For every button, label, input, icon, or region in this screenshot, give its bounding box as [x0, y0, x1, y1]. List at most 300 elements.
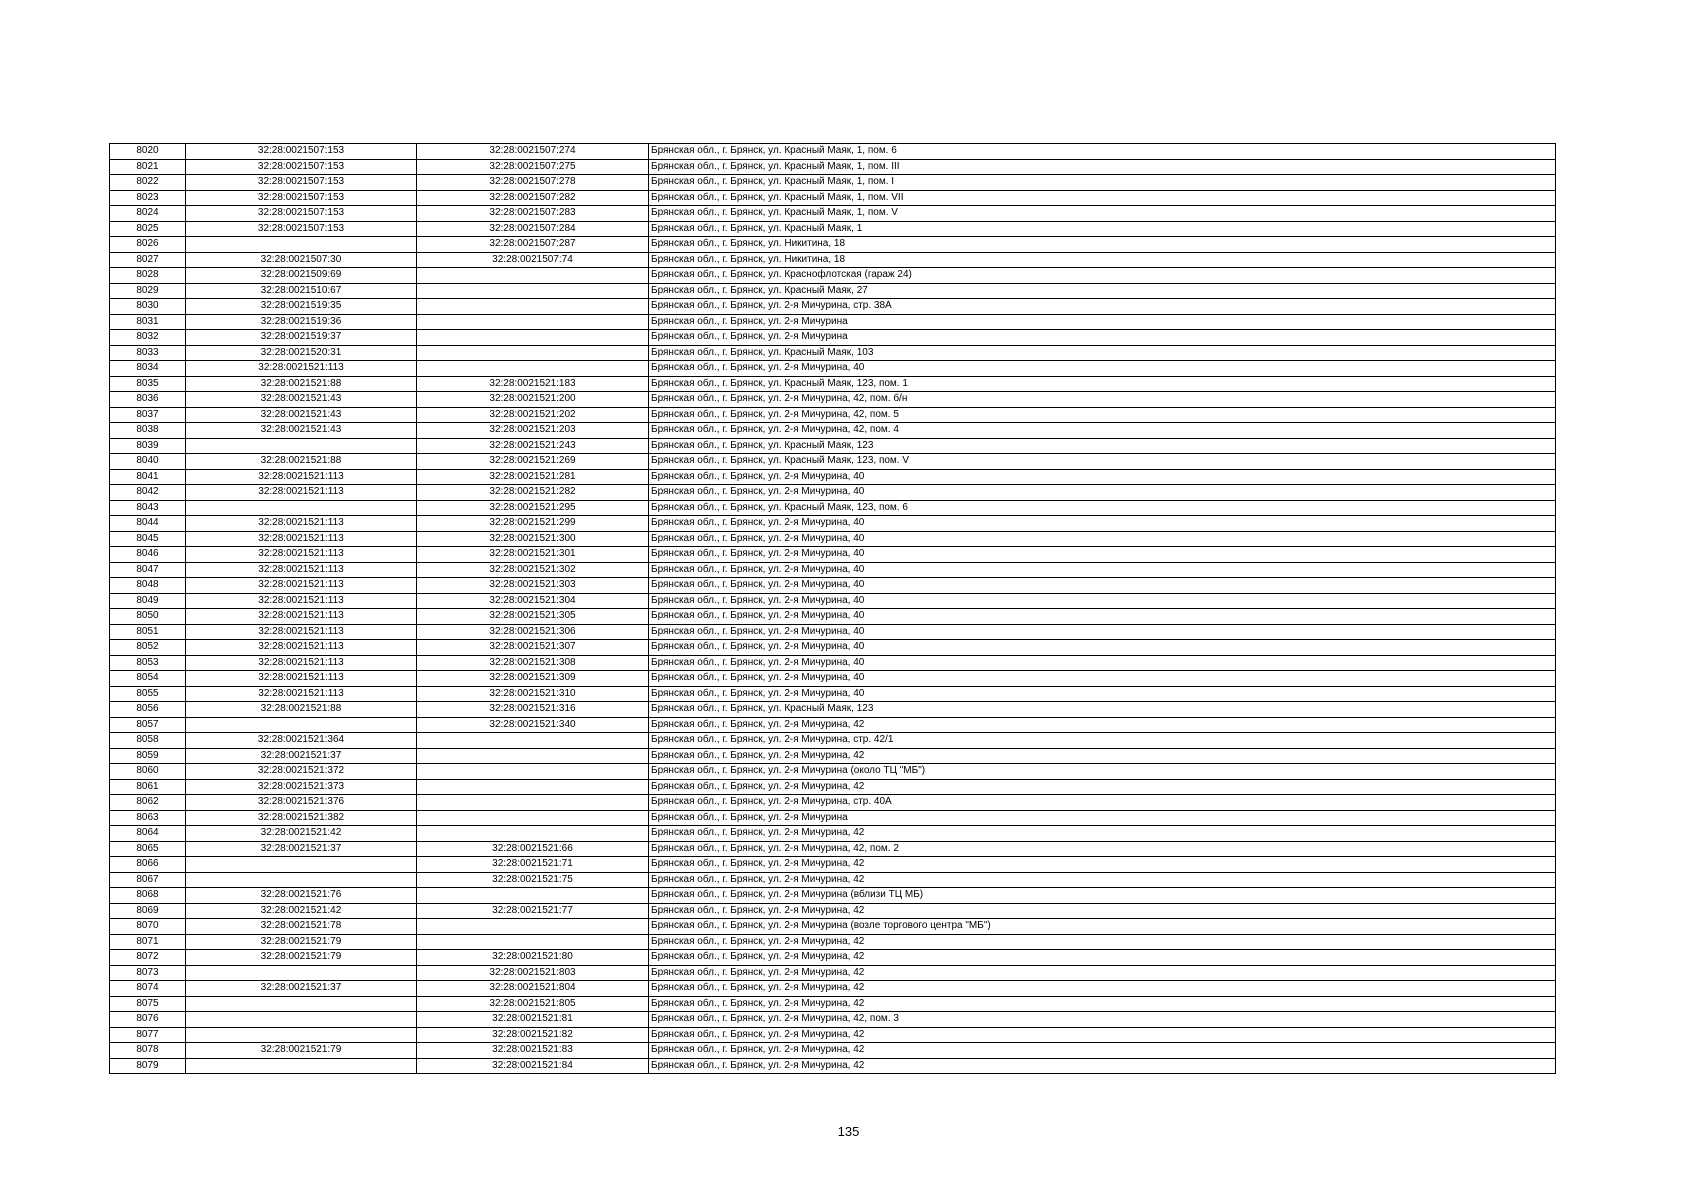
table-row: [110, 826, 1556, 842]
parent-cadastral-number-cell: 32:28:0021521:113: [186, 686, 417, 702]
table-row: [110, 795, 1556, 811]
parent-cadastral-number-cell: 32:28:0021521:372: [186, 764, 417, 780]
parent-cadastral-number-cell: 32:28:0021521:79: [186, 950, 417, 966]
cadastral-number-cell: 32:28:0021521:243: [417, 438, 649, 454]
table-row: [110, 919, 1556, 935]
table-row: [110, 190, 1556, 206]
row-number-cell: 8061: [110, 779, 186, 795]
parent-cadastral-number-cell: 32:28:0021521:78: [186, 919, 417, 935]
cadastral-number-cell: 32:28:0021521:203: [417, 423, 649, 439]
table-row: [110, 624, 1556, 640]
cadastral-number-cell: [417, 764, 649, 780]
table-row: [110, 764, 1556, 780]
parent-cadastral-number-cell: [186, 438, 417, 454]
row-number-cell: 8042: [110, 485, 186, 501]
row-number-cell: 8062: [110, 795, 186, 811]
row-number-cell: 8021: [110, 159, 186, 175]
address-cell: Брянская обл., г. Брянск, ул. 2-я Мичурина, 40: [649, 578, 1556, 594]
row-number-cell: 8050: [110, 609, 186, 625]
table-row: [110, 423, 1556, 439]
address-cell: Брянская обл., г. Брянск, ул. 2-я Мичурина: [649, 330, 1556, 346]
cadastral-number-cell: 32:28:0021521:183: [417, 376, 649, 392]
row-number-cell: 8022: [110, 175, 186, 191]
parent-cadastral-number-cell: 32:28:0021521:113: [186, 578, 417, 594]
cadastral-number-cell: [417, 268, 649, 284]
parent-cadastral-number-cell: 32:28:0021521:113: [186, 609, 417, 625]
table-row: [110, 144, 1556, 160]
address-cell: Брянская обл., г. Брянск, ул. 2-я Мичурина, стр. 38А: [649, 299, 1556, 315]
parent-cadastral-number-cell: 32:28:0021521:113: [186, 671, 417, 687]
table-row: [110, 1027, 1556, 1043]
parent-cadastral-number-cell: 32:28:0021507:153: [186, 175, 417, 191]
parent-cadastral-number-cell: 32:28:0021519:37: [186, 330, 417, 346]
row-number-cell: 8055: [110, 686, 186, 702]
cadastral-number-cell: [417, 888, 649, 904]
address-cell: Брянская обл., г. Брянск, ул. 2-я Мичурина, 40: [649, 485, 1556, 501]
table-row: [110, 438, 1556, 454]
parent-cadastral-number-cell: [186, 996, 417, 1012]
cadastral-number-cell: [417, 748, 649, 764]
address-cell: Брянская обл., г. Брянск, ул. Красный Маяк, 123, пом. V: [649, 454, 1556, 470]
row-number-cell: 8064: [110, 826, 186, 842]
row-number-cell: 8043: [110, 500, 186, 516]
cadastral-number-cell: 32:28:0021521:304: [417, 593, 649, 609]
cadastral-number-cell: 32:28:0021521:75: [417, 872, 649, 888]
table-row: [110, 981, 1556, 997]
address-cell: Брянская обл., г. Брянск, ул. 2-я Мичурина, 42, пом. 5: [649, 407, 1556, 423]
cadastral-number-cell: 32:28:0021521:77: [417, 903, 649, 919]
table-row: [110, 469, 1556, 485]
row-number-cell: 8069: [110, 903, 186, 919]
row-number-cell: 8026: [110, 237, 186, 253]
address-cell: Брянская обл., г. Брянск, ул. 2-я Мичурина, 40: [649, 562, 1556, 578]
parent-cadastral-number-cell: 32:28:0021521:376: [186, 795, 417, 811]
cadastral-number-cell: 32:28:0021521:805: [417, 996, 649, 1012]
cadastral-number-cell: [417, 314, 649, 330]
address-cell: Брянская обл., г. Брянск, ул. 2-я Мичурина, 42, пом. 4: [649, 423, 1556, 439]
row-number-cell: 8068: [110, 888, 186, 904]
row-number-cell: 8070: [110, 919, 186, 935]
address-cell: Брянская обл., г. Брянск, ул. 2-я Мичурина, 42: [649, 981, 1556, 997]
address-cell: Брянская обл., г. Брянск, ул. 2-я Мичурина, 42: [649, 779, 1556, 795]
table-row: [110, 159, 1556, 175]
row-number-cell: 8056: [110, 702, 186, 718]
table-row: [110, 671, 1556, 687]
table-row: [110, 268, 1556, 284]
parent-cadastral-number-cell: [186, 237, 417, 253]
parent-cadastral-number-cell: 32:28:0021519:35: [186, 299, 417, 315]
row-number-cell: 8079: [110, 1058, 186, 1074]
parent-cadastral-number-cell: 32:28:0021521:76: [186, 888, 417, 904]
parent-cadastral-number-cell: 32:28:0021521:113: [186, 593, 417, 609]
table-row: [110, 516, 1556, 532]
table-row: [110, 996, 1556, 1012]
parent-cadastral-number-cell: 32:28:0021521:37: [186, 748, 417, 764]
row-number-cell: 8059: [110, 748, 186, 764]
cadastral-number-cell: 32:28:0021507:282: [417, 190, 649, 206]
parent-cadastral-number-cell: 32:28:0021507:153: [186, 190, 417, 206]
cadastral-number-cell: 32:28:0021521:82: [417, 1027, 649, 1043]
row-number-cell: 8063: [110, 810, 186, 826]
row-number-cell: 8046: [110, 547, 186, 563]
cadastral-number-cell: 32:28:0021507:278: [417, 175, 649, 191]
parent-cadastral-number-cell: 32:28:0021519:36: [186, 314, 417, 330]
parent-cadastral-number-cell: 32:28:0021521:113: [186, 547, 417, 563]
table-row: [110, 175, 1556, 191]
cadastral-number-cell: 32:28:0021507:283: [417, 206, 649, 222]
cadastral-number-cell: [417, 934, 649, 950]
table-row: [110, 392, 1556, 408]
address-cell: Брянская обл., г. Брянск, ул. 2-я Мичурина (около ТЦ "МБ"): [649, 764, 1556, 780]
parent-cadastral-number-cell: 32:28:0021521:113: [186, 516, 417, 532]
cadastral-number-cell: 32:28:0021521:299: [417, 516, 649, 532]
address-cell: Брянская обл., г. Брянск, ул. 2-я Мичурина, 40: [649, 547, 1556, 563]
address-cell: Брянская обл., г. Брянск, ул. 2-я Мичурина, 42, пом. 2: [649, 841, 1556, 857]
row-number-cell: 8053: [110, 655, 186, 671]
cadastral-number-cell: 32:28:0021507:274: [417, 144, 649, 160]
address-cell: Брянская обл., г. Брянск, ул. 2-я Мичурина, стр. 40А: [649, 795, 1556, 811]
address-cell: Брянская обл., г. Брянск, ул. 2-я Мичурина, 40: [649, 624, 1556, 640]
parent-cadastral-number-cell: 32:28:0021510:67: [186, 283, 417, 299]
table-row: [110, 330, 1556, 346]
address-cell: Брянская обл., г. Брянск, ул. 2-я Мичурина, 40: [649, 655, 1556, 671]
parent-cadastral-number-cell: 32:28:0021521:79: [186, 1043, 417, 1059]
parent-cadastral-number-cell: [186, 965, 417, 981]
table-row: [110, 609, 1556, 625]
table-row: [110, 361, 1556, 377]
table-row: [110, 903, 1556, 919]
cadastral-number-cell: 32:28:0021521:302: [417, 562, 649, 578]
table-row: [110, 562, 1556, 578]
address-cell: Брянская обл., г. Брянск, ул. 2-я Мичурина, стр. 42/1: [649, 733, 1556, 749]
row-number-cell: 8029: [110, 283, 186, 299]
address-cell: Брянская обл., г. Брянск, ул. Красный Маяк, 123: [649, 702, 1556, 718]
table-row: [110, 872, 1556, 888]
table-row: [110, 733, 1556, 749]
cadastral-number-cell: 32:28:0021521:83: [417, 1043, 649, 1059]
cadastral-number-cell: 32:28:0021521:295: [417, 500, 649, 516]
row-number-cell: 8039: [110, 438, 186, 454]
address-cell: Брянская обл., г. Брянск, ул. 2-я Мичурина: [649, 810, 1556, 826]
row-number-cell: 8033: [110, 345, 186, 361]
table-row: [110, 686, 1556, 702]
parent-cadastral-number-cell: 32:28:0021521:43: [186, 392, 417, 408]
cadastral-number-cell: 32:28:0021507:284: [417, 221, 649, 237]
table-row: [110, 888, 1556, 904]
row-number-cell: 8066: [110, 857, 186, 873]
table-row: [110, 314, 1556, 330]
table-row: [110, 206, 1556, 222]
address-cell: Брянская обл., г. Брянск, ул. 2-я Мичурина, 40: [649, 469, 1556, 485]
row-number-cell: 8047: [110, 562, 186, 578]
table-row: [110, 485, 1556, 501]
parent-cadastral-number-cell: 32:28:0021521:88: [186, 454, 417, 470]
row-number-cell: 8024: [110, 206, 186, 222]
parent-cadastral-number-cell: 32:28:0021521:42: [186, 903, 417, 919]
cadastral-number-cell: [417, 330, 649, 346]
table-row: [110, 934, 1556, 950]
table-row: [110, 252, 1556, 268]
parent-cadastral-number-cell: 32:28:0021521:113: [186, 361, 417, 377]
cadastral-number-cell: 32:28:0021507:74: [417, 252, 649, 268]
parent-cadastral-number-cell: 32:28:0021521:113: [186, 531, 417, 547]
table-row: [110, 531, 1556, 547]
cadastral-number-cell: 32:28:0021521:309: [417, 671, 649, 687]
parent-cadastral-number-cell: 32:28:0021521:364: [186, 733, 417, 749]
address-cell: Брянская обл., г. Брянск, ул. Красный Маяк, 1: [649, 221, 1556, 237]
table-row: [110, 748, 1556, 764]
address-cell: Брянская обл., г. Брянск, ул. 2-я Мичурина, 42: [649, 903, 1556, 919]
table-row: [110, 779, 1556, 795]
cadastral-number-cell: 32:28:0021521:306: [417, 624, 649, 640]
parent-cadastral-number-cell: 32:28:0021521:113: [186, 640, 417, 656]
cadastral-number-cell: [417, 919, 649, 935]
row-number-cell: 8049: [110, 593, 186, 609]
row-number-cell: 8052: [110, 640, 186, 656]
address-cell: Брянская обл., г. Брянск, ул. 2-я Мичурина, 42: [649, 934, 1556, 950]
parent-cadastral-number-cell: 32:28:0021520:31: [186, 345, 417, 361]
parent-cadastral-number-cell: 32:28:0021521:382: [186, 810, 417, 826]
table-row: [110, 221, 1556, 237]
parent-cadastral-number-cell: 32:28:0021521:113: [186, 562, 417, 578]
address-cell: Брянская обл., г. Брянск, ул. 2-я Мичурина, 42: [649, 717, 1556, 733]
row-number-cell: 8041: [110, 469, 186, 485]
parent-cadastral-number-cell: 32:28:0021521:113: [186, 469, 417, 485]
table-row: [110, 283, 1556, 299]
table-row: [110, 237, 1556, 253]
address-cell: Брянская обл., г. Брянск, ул. 2-я Мичурина, 40: [649, 361, 1556, 377]
address-cell: Брянская обл., г. Брянск, ул. Красный Маяк, 27: [649, 283, 1556, 299]
parent-cadastral-number-cell: 32:28:0021507:153: [186, 144, 417, 160]
row-number-cell: 8020: [110, 144, 186, 160]
address-cell: Брянская обл., г. Брянск, ул. 2-я Мичурина, 42: [649, 826, 1556, 842]
address-cell: Брянская обл., г. Брянск, ул. Красный Маяк, 1, пом. III: [649, 159, 1556, 175]
address-cell: Брянская обл., г. Брянск, ул. 2-я Мичурина, 42: [649, 748, 1556, 764]
cadastral-number-cell: [417, 795, 649, 811]
cadastral-number-cell: 32:28:0021521:301: [417, 547, 649, 563]
address-cell: Брянская обл., г. Брянск, ул. 2-я Мичурина, 42: [649, 1027, 1556, 1043]
parent-cadastral-number-cell: 32:28:0021521:88: [186, 376, 417, 392]
address-cell: Брянская обл., г. Брянск, ул. 2-я Мичурина (возле торгового центра "МБ"): [649, 919, 1556, 935]
cadastral-number-cell: [417, 345, 649, 361]
table-row: [110, 841, 1556, 857]
table-row: [110, 547, 1556, 563]
cadastral-number-cell: [417, 779, 649, 795]
address-cell: Брянская обл., г. Брянск, ул. 2-я Мичурина, 40: [649, 516, 1556, 532]
table-row: [110, 965, 1556, 981]
row-number-cell: 8058: [110, 733, 186, 749]
table-row: [110, 810, 1556, 826]
address-cell: Брянская обл., г. Брянск, ул. Краснофлотская (гараж 24): [649, 268, 1556, 284]
address-cell: Брянская обл., г. Брянск, ул. 2-я Мичурина, 42: [649, 950, 1556, 966]
row-number-cell: 8051: [110, 624, 186, 640]
parent-cadastral-number-cell: [186, 1027, 417, 1043]
parent-cadastral-number-cell: 32:28:0021521:79: [186, 934, 417, 950]
cadastral-number-cell: 32:28:0021521:804: [417, 981, 649, 997]
parent-cadastral-number-cell: 32:28:0021521:113: [186, 655, 417, 671]
parent-cadastral-number-cell: 32:28:0021521:37: [186, 841, 417, 857]
row-number-cell: 8025: [110, 221, 186, 237]
parent-cadastral-number-cell: [186, 1012, 417, 1028]
parent-cadastral-number-cell: 32:28:0021521:43: [186, 423, 417, 439]
address-cell: Брянская обл., г. Брянск, ул. 2-я Мичурина, 40: [649, 609, 1556, 625]
address-cell: Брянская обл., г. Брянск, ул. 2-я Мичурина, 40: [649, 671, 1556, 687]
cadastral-number-cell: 32:28:0021521:340: [417, 717, 649, 733]
cadastral-number-cell: [417, 283, 649, 299]
cadastral-number-cell: 32:28:0021521:202: [417, 407, 649, 423]
table-row: [110, 500, 1556, 516]
cadastral-number-cell: 32:28:0021507:287: [417, 237, 649, 253]
cadastral-number-cell: [417, 361, 649, 377]
row-number-cell: 8038: [110, 423, 186, 439]
row-number-cell: 8074: [110, 981, 186, 997]
row-number-cell: 8077: [110, 1027, 186, 1043]
parent-cadastral-number-cell: 32:28:0021521:37: [186, 981, 417, 997]
table-row: [110, 376, 1556, 392]
row-number-cell: 8065: [110, 841, 186, 857]
row-number-cell: 8040: [110, 454, 186, 470]
table-row: [110, 299, 1556, 315]
cadastral-number-cell: 32:28:0021521:80: [417, 950, 649, 966]
cadastral-number-cell: 32:28:0021521:282: [417, 485, 649, 501]
cadastral-number-cell: [417, 826, 649, 842]
parent-cadastral-number-cell: 32:28:0021521:43: [186, 407, 417, 423]
address-cell: Брянская обл., г. Брянск, ул. 2-я Мичурина, 40: [649, 640, 1556, 656]
address-cell: Брянская обл., г. Брянск, ул. 2-я Мичурина, 42, пом. 3: [649, 1012, 1556, 1028]
row-number-cell: 8057: [110, 717, 186, 733]
table-row: [110, 950, 1556, 966]
parent-cadastral-number-cell: [186, 872, 417, 888]
table-row: [110, 1043, 1556, 1059]
cadastral-number-cell: 32:28:0021521:269: [417, 454, 649, 470]
address-cell: Брянская обл., г. Брянск, ул. Красный Маяк, 1, пом. 6: [649, 144, 1556, 160]
row-number-cell: 8032: [110, 330, 186, 346]
row-number-cell: 8054: [110, 671, 186, 687]
row-number-cell: 8037: [110, 407, 186, 423]
row-number-cell: 8023: [110, 190, 186, 206]
parent-cadastral-number-cell: [186, 717, 417, 733]
parent-cadastral-number-cell: 32:28:0021507:30: [186, 252, 417, 268]
parent-cadastral-number-cell: 32:28:0021507:153: [186, 159, 417, 175]
address-cell: Брянская обл., г. Брянск, ул. Красный Маяк, 123: [649, 438, 1556, 454]
table-row: [110, 1012, 1556, 1028]
cadastral-table: [109, 143, 1556, 1074]
table-row: [110, 857, 1556, 873]
row-number-cell: 8028: [110, 268, 186, 284]
row-number-cell: 8035: [110, 376, 186, 392]
address-cell: Брянская обл., г. Брянск, ул. 2-я Мичурина, 40: [649, 686, 1556, 702]
row-number-cell: 8071: [110, 934, 186, 950]
cadastral-table-body: [110, 144, 1556, 1074]
row-number-cell: 8067: [110, 872, 186, 888]
address-cell: Брянская обл., г. Брянск, ул. 2-я Мичурина, 42, пом. б/н: [649, 392, 1556, 408]
parent-cadastral-number-cell: 32:28:0021509:69: [186, 268, 417, 284]
parent-cadastral-number-cell: 32:28:0021521:113: [186, 485, 417, 501]
row-number-cell: 8036: [110, 392, 186, 408]
row-number-cell: 8075: [110, 996, 186, 1012]
cadastral-number-cell: 32:28:0021521:71: [417, 857, 649, 873]
cadastral-number-cell: 32:28:0021521:66: [417, 841, 649, 857]
row-number-cell: 8045: [110, 531, 186, 547]
address-cell: Брянская обл., г. Брянск, ул. 2-я Мичурина (вблизи ТЦ МБ): [649, 888, 1556, 904]
row-number-cell: 8048: [110, 578, 186, 594]
parent-cadastral-number-cell: 32:28:0021507:153: [186, 206, 417, 222]
parent-cadastral-number-cell: [186, 1058, 417, 1074]
table-row: [110, 655, 1556, 671]
address-cell: Брянская обл., г. Брянск, ул. Красный Маяк, 103: [649, 345, 1556, 361]
cadastral-number-cell: 32:28:0021521:316: [417, 702, 649, 718]
row-number-cell: 8073: [110, 965, 186, 981]
row-number-cell: 8072: [110, 950, 186, 966]
row-number-cell: 8060: [110, 764, 186, 780]
parent-cadastral-number-cell: 32:28:0021521:88: [186, 702, 417, 718]
address-cell: Брянская обл., г. Брянск, ул. Красный Маяк, 1, пом. V: [649, 206, 1556, 222]
address-cell: Брянская обл., г. Брянск, ул. Красный Маяк, 123, пом. 6: [649, 500, 1556, 516]
address-cell: Брянская обл., г. Брянск, ул. 2-я Мичурина, 42: [649, 872, 1556, 888]
row-number-cell: 8078: [110, 1043, 186, 1059]
table-row: [110, 454, 1556, 470]
cadastral-number-cell: [417, 299, 649, 315]
parent-cadastral-number-cell: 32:28:0021521:373: [186, 779, 417, 795]
row-number-cell: 8034: [110, 361, 186, 377]
row-number-cell: 8076: [110, 1012, 186, 1028]
table-row: [110, 640, 1556, 656]
cadastral-number-cell: 32:28:0021521:307: [417, 640, 649, 656]
address-cell: Брянская обл., г. Брянск, ул. 2-я Мичурина, 40: [649, 593, 1556, 609]
cadastral-number-cell: 32:28:0021521:84: [417, 1058, 649, 1074]
cadastral-number-cell: 32:28:0021521:303: [417, 578, 649, 594]
address-cell: Брянская обл., г. Брянск, ул. 2-я Мичурина, 42: [649, 965, 1556, 981]
cadastral-number-cell: 32:28:0021521:81: [417, 1012, 649, 1028]
address-cell: Брянская обл., г. Брянск, ул. Красный Маяк, 1, пом. I: [649, 175, 1556, 191]
cadastral-number-cell: 32:28:0021521:308: [417, 655, 649, 671]
address-cell: Брянская обл., г. Брянск, ул. Никитина, 18: [649, 237, 1556, 253]
parent-cadastral-number-cell: 32:28:0021521:42: [186, 826, 417, 842]
cadastral-number-cell: [417, 810, 649, 826]
cadastral-number-cell: 32:28:0021521:310: [417, 686, 649, 702]
address-cell: Брянская обл., г. Брянск, ул. Никитина, 18: [649, 252, 1556, 268]
table-row: [110, 578, 1556, 594]
address-cell: Брянская обл., г. Брянск, ул. 2-я Мичурина, 42: [649, 1043, 1556, 1059]
table-row: [110, 345, 1556, 361]
cadastral-number-cell: 32:28:0021507:275: [417, 159, 649, 175]
table-row: [110, 407, 1556, 423]
cadastral-number-cell: 32:28:0021521:300: [417, 531, 649, 547]
address-cell: Брянская обл., г. Брянск, ул. 2-я Мичурина, 42: [649, 1058, 1556, 1074]
cadastral-number-cell: 32:28:0021521:281: [417, 469, 649, 485]
address-cell: Брянская обл., г. Брянск, ул. 2-я Мичурина, 40: [649, 531, 1556, 547]
row-number-cell: 8044: [110, 516, 186, 532]
page-number: 135: [837, 1124, 860, 1139]
address-cell: Брянская обл., г. Брянск, ул. Красный Маяк, 123, пом. 1: [649, 376, 1556, 392]
parent-cadastral-number-cell: 32:28:0021521:113: [186, 624, 417, 640]
table-row: [110, 1058, 1556, 1074]
cadastral-number-cell: 32:28:0021521:803: [417, 965, 649, 981]
address-cell: Брянская обл., г. Брянск, ул. 2-я Мичурина, 42: [649, 996, 1556, 1012]
parent-cadastral-number-cell: [186, 500, 417, 516]
table-row: [110, 593, 1556, 609]
address-cell: Брянская обл., г. Брянск, ул. Красный Маяк, 1, пом. VII: [649, 190, 1556, 206]
address-cell: Брянская обл., г. Брянск, ул. 2-я Мичурина, 42: [649, 857, 1556, 873]
row-number-cell: 8027: [110, 252, 186, 268]
table-row: [110, 717, 1556, 733]
row-number-cell: 8031: [110, 314, 186, 330]
row-number-cell: 8030: [110, 299, 186, 315]
table-row: [110, 702, 1556, 718]
parent-cadastral-number-cell: 32:28:0021507:153: [186, 221, 417, 237]
address-cell: Брянская обл., г. Брянск, ул. 2-я Мичурина: [649, 314, 1556, 330]
cadastral-number-cell: [417, 733, 649, 749]
